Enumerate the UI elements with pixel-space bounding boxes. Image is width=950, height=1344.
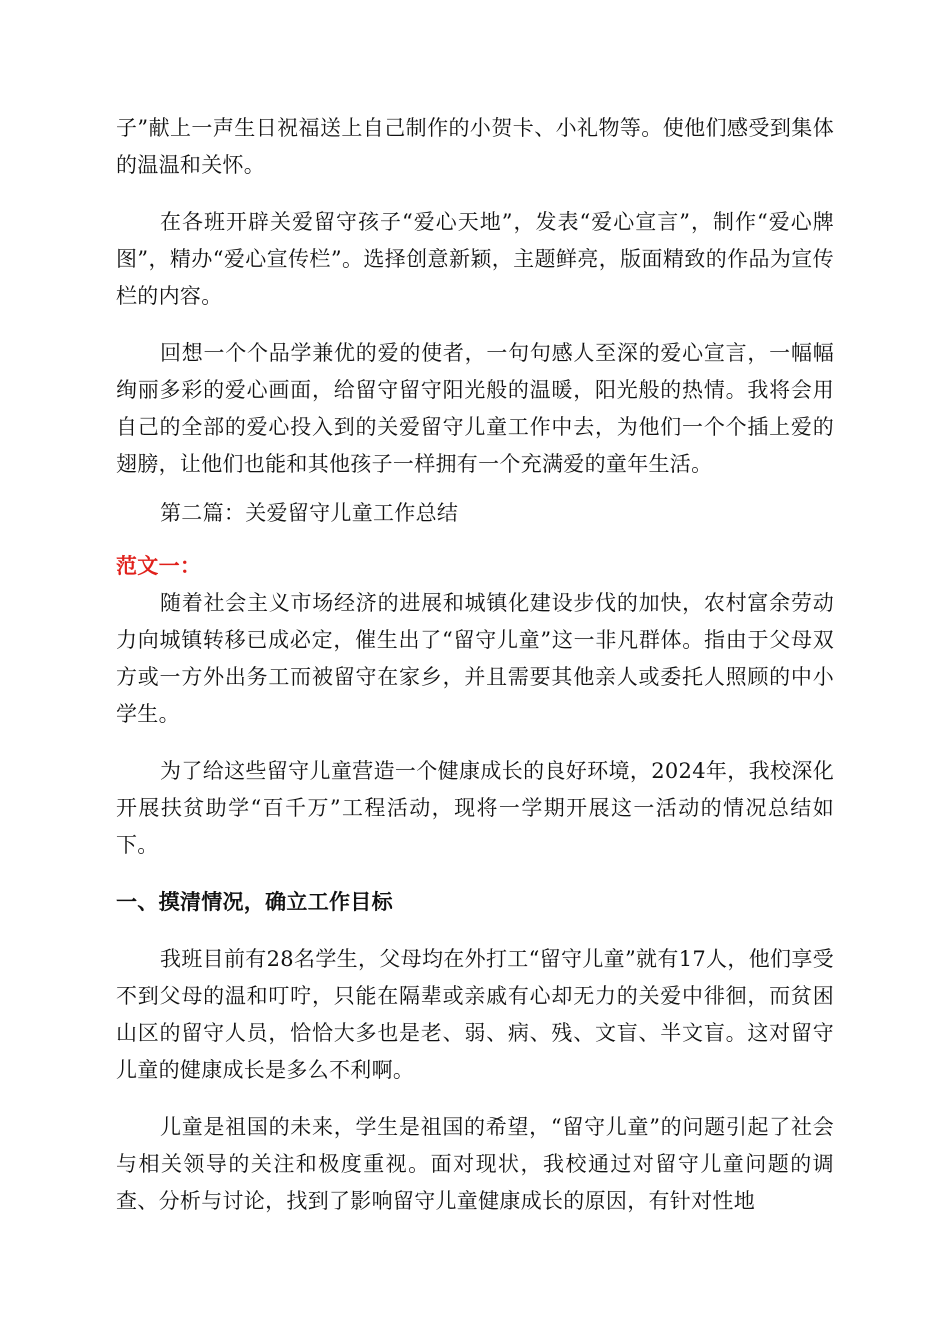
sample-heading: 范文一： bbox=[116, 554, 202, 578]
paragraph-love-corner: 在各班开辟关爱留守孩子“爱心天地”，发表“爱心宣言”，制作“爱心牌图”，精办“爱心宣传栏”。选择创意新颖，主题鲜亮，版面精致的作品为宣传栏的内容。 bbox=[116, 210, 834, 308]
article-title-part-two: 第二篇：关爱留守儿童工作总结 bbox=[160, 501, 459, 525]
paragraph-reflection: 回想一个个品学兼优的爱的使者，一句句感人至深的爱心宣言，一幅幅绚丽多彩的爱心画面，给留守留守阳光般的温暖，阳光般的热情。我将会用自己的全部的爱心投入到的关爱留守儿童工作中去，为他们一个个插上爱的翅膀，让他们也能和其他孩子一样拥有一个充满爱的童年生活。 bbox=[116, 341, 834, 476]
paragraph-class-situation: 我班目前有28名学生，父母均在外打工“留守儿童”就有17人，他们享受不到父母的温和叮咛，只能在隔辈或亲戚有心却无力的关爱中徘徊，而贫困山区的留守人员，恰恰大多也是老、弱、病、残、文盲、半文盲。这对留守儿童的健康成长是多么不利啊。 bbox=[116, 947, 834, 1082]
paragraph-summary-intro: 为了给这些留守儿童营造一个健康成长的良好环境，2024年，我校深化开展扶贫助学“百千万”工程活动，现将一学期开展这一活动的情况总结如下。 bbox=[116, 759, 834, 857]
document-body bbox=[116, 110, 834, 1220]
paragraph-continuation: 子”献上一声生日祝福送上自己制作的小贺卡、小礼物等。使他们感受到集体的温温和关怀。 bbox=[116, 116, 834, 177]
section-heading-one: 一、摸清情况，确立工作目标 bbox=[116, 890, 393, 914]
paragraph-children-future: 儿童是祖国的未来，学生是祖国的希望，“留守儿童”的问题引起了社会与相关领导的关注和极度重视。面对现状，我校通过对留守儿童问题的调查、分析与讨论，找到了影响留守儿童健康成长的原因，有针对性地 bbox=[116, 1115, 834, 1213]
paragraph-background: 随着社会主义市场经济的进展和城镇化建设步伐的加快，农村富余劳动力向城镇转移已成必定，催生出了“留守儿童”这一非凡群体。指由于父母双方或一方外出务工而被留守在家乡，并且需要其他亲人或委托人照顾的中小学生。 bbox=[116, 591, 834, 726]
